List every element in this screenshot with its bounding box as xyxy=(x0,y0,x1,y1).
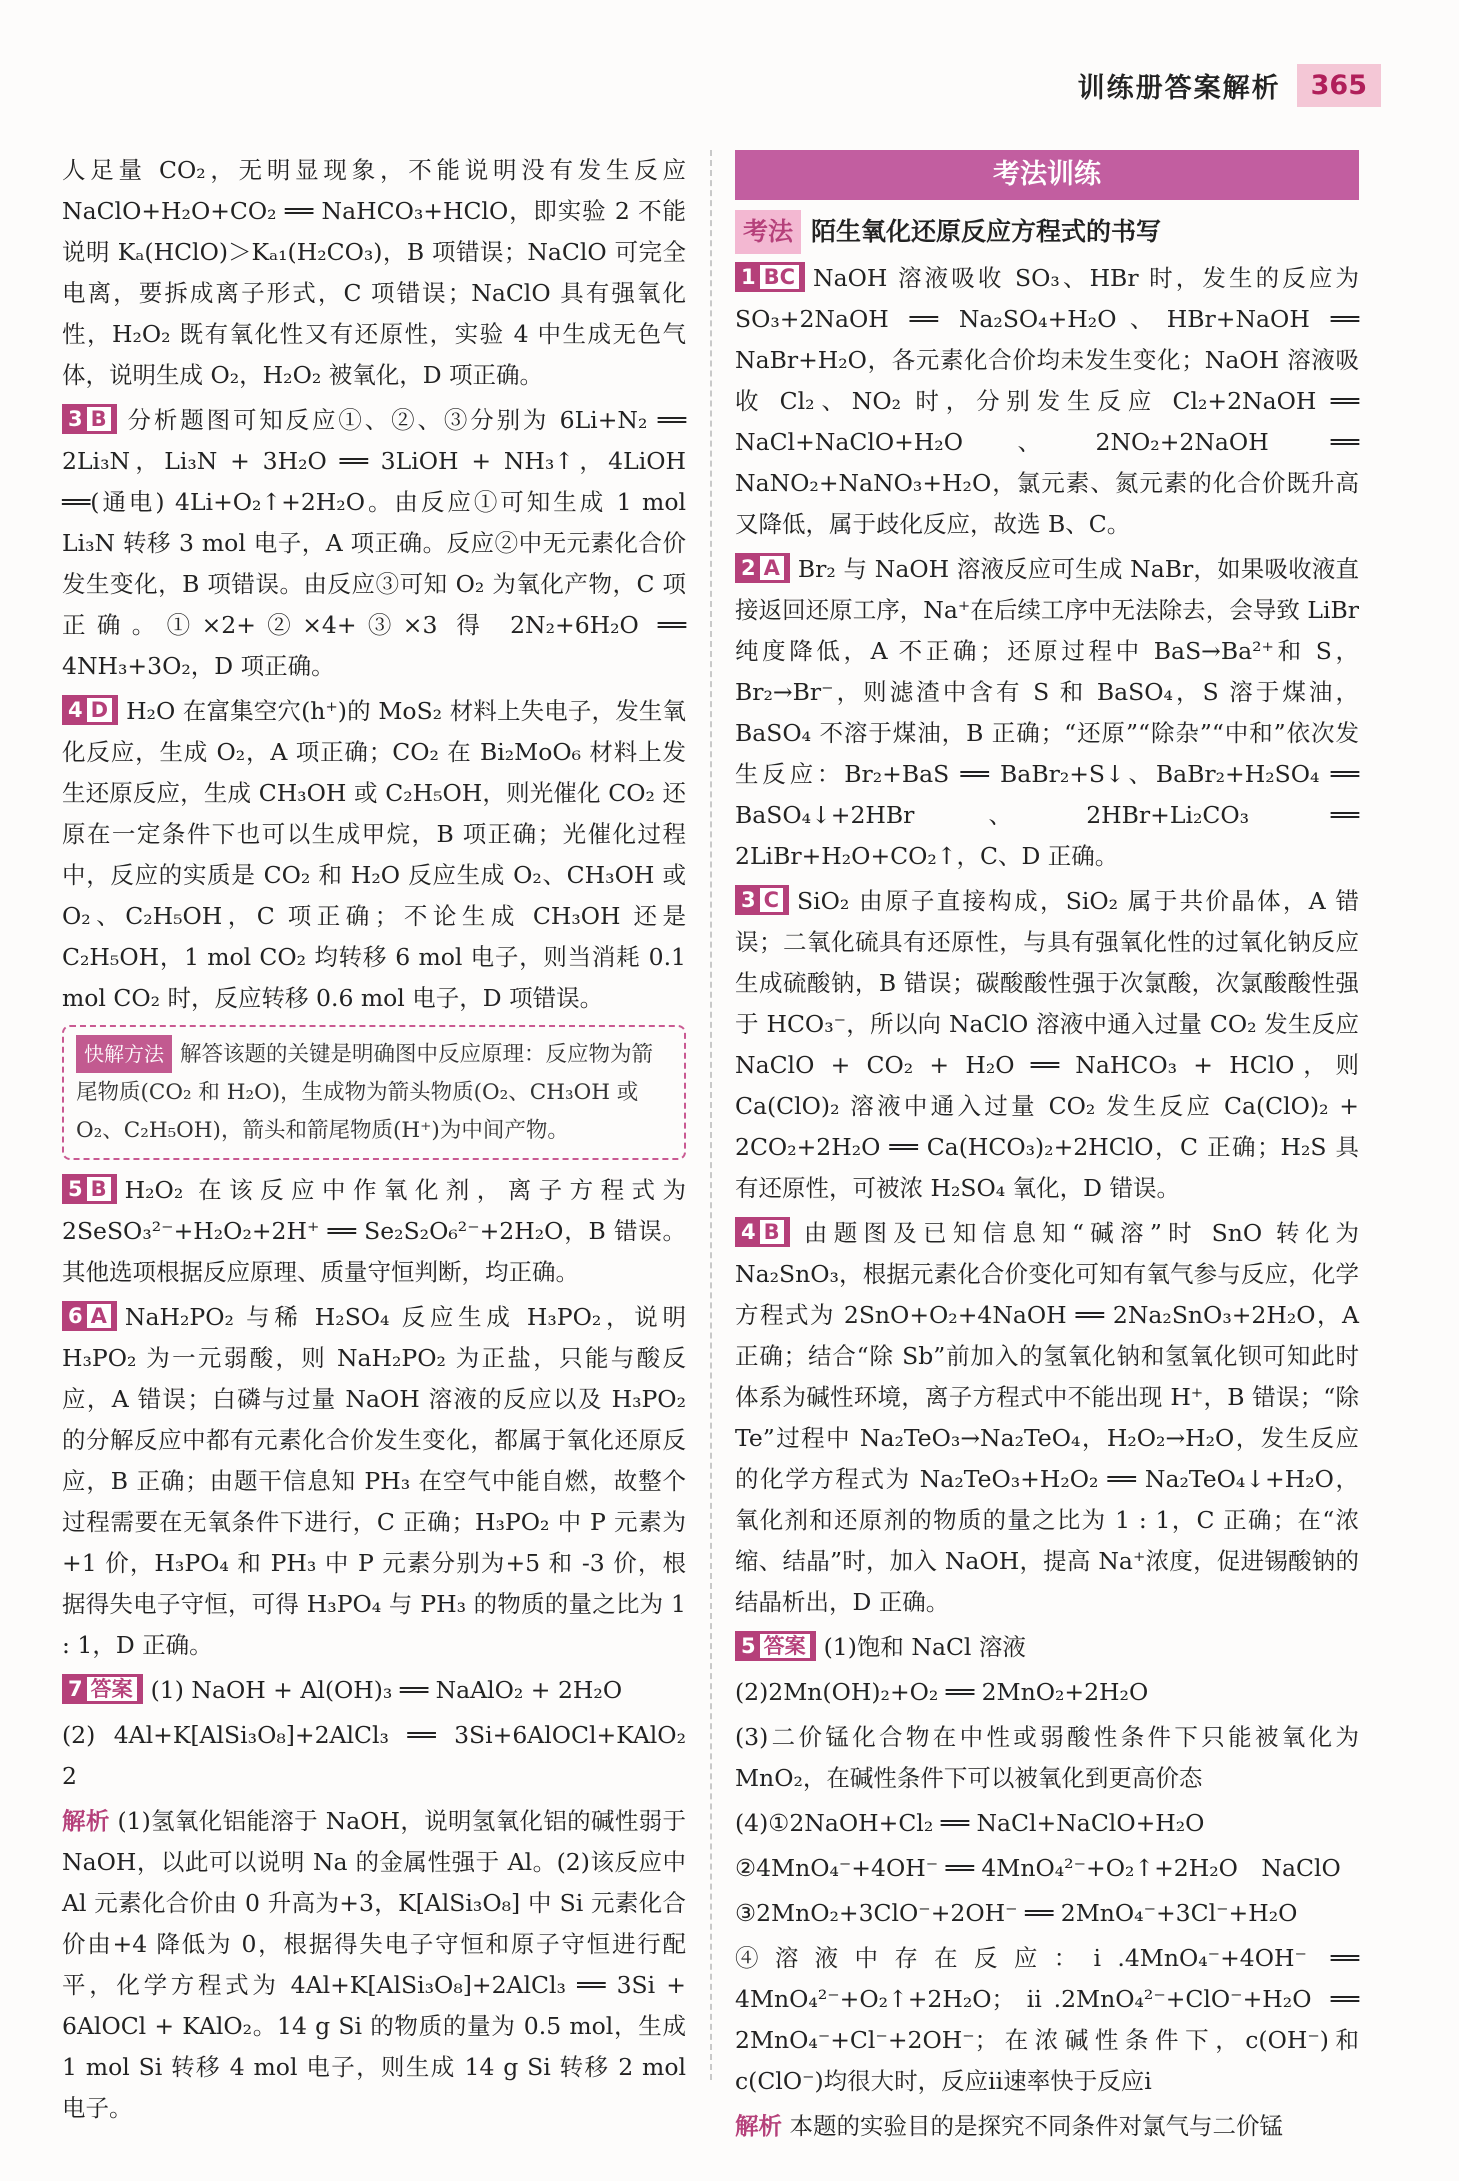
quick-method-text: 解答该题的关键是明确图中反应原理：反应物为箭尾物质(CO₂ 和 H₂O)，生成物为箭头物质(O₂、CH₃OH 或 O₂、C₂H₅OH)，箭头和箭尾物质(H⁺)为中间产物。 xyxy=(76,1042,654,1143)
answer-line: (4)①2NaOH+Cl₂ ══ NaCl+NaClO+H₂O xyxy=(735,1809,1205,1837)
column-divider xyxy=(710,150,712,2080)
section-banner: 考法训练 xyxy=(735,150,1359,200)
section-title: 陌生氧化还原反应方程式的书写 xyxy=(811,217,1162,246)
answer-badge: 4 B xyxy=(735,1217,790,1247)
answer-badge: 6 A xyxy=(62,1301,117,1331)
section-heading xyxy=(735,210,1359,254)
answer-item-2: 2 A Br₂ 与 NaOH 溶液反应可生成 NaBr，如果吸收液直接返回还原工序，Na⁺在后续工序中无法除去，会导致 LiBr 纯度降低，A 不正确；还原过程中 BaS→Ba²⁺和 S，Br₂→Br⁻，则滤渣中含有 S 和 BaSO₄，S 溶于煤油，BaSO₄ 不溶于煤油，B 正确；“还原”“除杂”“中和”依次发生反应：Br₂+BaS ══ BaBr₂+S↓、BaBr₂+H₂SO₄ ══ BaSO₄↓+2HBr、2HBr+Li₂CO₃ ══ 2LiBr+H₂O+CO₂↑，C、D 正确。 xyxy=(735,555,1359,870)
section-tag: 考法 xyxy=(735,210,801,254)
answer-item-5: 5 答案 (1)饱和 NaCl 溶液 xyxy=(735,1627,1359,1668)
answer-item-4: 4 D H₂O 在富集空穴(h⁺)的 MoS₂ 材料上失电子，发生氧化反应，生成 O₂，A 项正确；CO₂ 在 Bi₂MoO₆ 材料上发生还原反应，生成 CH₃OH 或 C₂H₅OH，则光催化 CO₂ 还原在一定条件下也可以生成甲烷，B 项正确；光催化过程中，反应的实质是 CO₂ 和 H₂O 反应生成 O₂、CH₃OH 或 O₂、C₂H₅OH，C 项正确；不论生成 CH₃OH 还是 C₂H₅OH，1 mol CO₂ 均转移 6 mol 电子，则当消耗 0.1 mol CO₂ 时，反应转移 0.6 mol 电子，D 项错误。 xyxy=(62,697,686,1012)
analysis-7: 解析 (1)氢氧化铝能溶于 NaOH，说明氢氧化铝的碱性弱于 NaOH，以此可以说明 Na 的金属性强于 Al。(2)该反应中 Al 元素化合价由 0 升高为+3，K[AlSi₃O₈] 中 Si 元素化合价由+4 降低为 0，根据得失电子守恒和原子守恒进行配平，化学方程式为 4Al+K[AlSi₃O₈]+2AlCl₃ ══ 3Si + 6AlOCl + KAlO₂。14 g Si 的物质的量为 0.5 mol，生成 1 mol Si 转移 4 mol 电子，则生成 14 g Si 转移 2 mol 电子。 xyxy=(62,1807,687,2122)
quick-method-box xyxy=(62,1025,686,1160)
answer-item-3: 3 B 分析题图可知反应①、②、③分别为 6Li+N₂ ══ 2Li₃N，Li₃N + 3H₂O ══ 3LiOH + NH₃↑，4LiOH ══(通电) 4Li+O₂↑+2H₂O。由反应①可知生成 1 mol Li₃N 转移 3 mol 电子，A 项正确。反应②中无元素化合价发生变化，B 项错误。由反应③可知 O₂ 为氧化产物，C 项正确。①×2+②×4+③×3 得 2N₂+6H₂O ══ 4NH₃+3O₂，D 项正确。 xyxy=(62,406,686,680)
answer-badge: 3 B xyxy=(62,404,117,434)
answer-item-5: 5 B H₂O₂ 在该反应中作氧化剂，离子方程式为 2SeSO₃²⁻+H₂O₂+2H⁺ ══ Se₂S₂O₆²⁻+2H₂O，B 错误。其他选项根据反应原理、质量守恒判断，均正确。 xyxy=(62,1176,686,1286)
quick-method-tag: 快解方法 xyxy=(76,1035,172,1073)
analysis-5: 解析 本题的实验目的是探究不同条件对氯气与二价锰 xyxy=(735,2112,1283,2140)
answer-line: ②4MnO₄⁻+4OH⁻ ══ 4MnO₄²⁻+O₂↑+2H₂O NaClO xyxy=(735,1854,1341,1882)
answer-line: ③2MnO₂+3ClO⁻+2OH⁻ ══ 2MnO₄⁻+3Cl⁻+H₂O xyxy=(735,1899,1298,1927)
header-title: 训练册答案解析 xyxy=(1077,72,1281,104)
page-number: 365 xyxy=(1297,64,1381,107)
answer-badge: 7 答案 xyxy=(62,1674,143,1704)
answer-badge: 2 A xyxy=(735,553,790,583)
answer-badge: 5 答案 xyxy=(735,1631,816,1661)
answer-badge: 4 D xyxy=(62,695,118,725)
answer-item-7-part2: (2) 4Al+K[AlSi₃O₈]+2AlCl₃ ══ 3Si+6AlOCl+KAlO₂ 2 xyxy=(62,1721,710,1790)
answer-item-7: 7 答案 (1) NaOH + Al(OH)₃ ══ NaAlO₂ + 2H₂O xyxy=(62,1670,686,1711)
answer-item-3: 3 C SiO₂ 由原子直接构成，SiO₂ 属于共价晶体，A 错误；二氧化硫具有还原性，与具有强氧化性的过氧化钠反应生成硫酸钠，B 错误；碳酸酸性强于次氯酸，次氯酸酸性强于 HCO₃⁻，所以向 NaClO 溶液中通入过量 CO₂ 发生反应 NaClO + CO₂ + H₂O ══ NaHCO₃ + HClO，则 Ca(ClO)₂ 溶液中通入过量 CO₂ 发生反应 Ca(ClO)₂ + 2CO₂+2H₂O ══ Ca(HCO₃)₂+2HClO，C 正确；H₂S 具有还原性，可被浓 H₂SO₄ 氧化，D 错误。 xyxy=(735,887,1359,1202)
answer-item-4: 4 B 由题图及已知信息知“碱溶”时 SnO 转化为 Na₂SnO₃，根据元素化合价变化可知有氧气参与反应，化学方程式为 2SnO+O₂+4NaOH ══ 2Na₂SnO₃+2H₂O，A 正确；结合“除 Sb”前加入的氢氧化钠和氢氧化钡可知此时体系为碱性环境，离子方程式中不能出现 H⁺，B 错误；“除 Te”过程中 Na₂TeO₃→Na₂TeO₄，H₂O₂→H₂O，发生反应的化学方程式为 Na₂TeO₃+H₂O₂ ══ Na₂TeO₄↓+H₂O，氧化剂和还原剂的物质的量之比为 1 : 1，C 正确；在“浓缩、结晶”时，加入 NaOH，提高 Na⁺浓度，促进锡酸钠的结晶析出，D 正确。 xyxy=(735,1219,1359,1616)
answer-item-6: 6 A NaH₂PO₂ 与稀 H₂SO₄ 反应生成 H₃PO₂，说明 H₃PO₂ 为一元弱酸，则 NaH₂PO₂ 为正盐，只能与酸反应，A 错误；白磷与过量 NaOH 溶液的反应以及 H₃PO₂ 的分解反应中都有元素化合价发生变化，都属于氧化还原反应，B 正确；由题干信息知 PH₃ 在空气中能自燃，故整个过程需要在无氧条件下进行，C 正确；H₃PO₂ 中 P 元素为+1 价，H₃PO₄ 和 PH₃ 中 P 元素分别为+5 和 -3 价，根据得失电子守恒，可得 H₃PO₄ 与 PH₃ 的物质的量之比为 1 : 1，D 正确。 xyxy=(62,1303,686,1659)
paragraph-continued: 人足量 CO₂，无明显现象，不能说明没有发生反应 NaClO+H₂O+CO₂ ══ NaHCO₃+HClO，即实验 2 不能说明 Kₐ(HClO)＞Kₐ₁(H₂CO₃)，B 项错误；NaClO 可完全电离，要拆成离子形式，C 项错误；NaClO 具有强氧化性，H₂O₂ 既有氧化性又有还原性，实验 4 中生成无色气体，说明生成 O₂，H₂O₂ 被氧化，D 项正确。 xyxy=(62,156,686,389)
answer-badge: 5 B xyxy=(62,1174,117,1204)
analysis-label: 解析 xyxy=(735,2112,782,2140)
left-column xyxy=(62,150,710,2133)
answer-line: (2)2Mn(OH)₂+O₂ ══ 2MnO₂+2H₂O xyxy=(735,1678,1149,1706)
answer-item-1: 1 BC NaOH 溶液吸收 SO₃、HBr 时，发生的反应为 SO₃+2NaOH ══ Na₂SO₄+H₂O、HBr+NaOH ══ NaBr+H₂O，各元素化合价均未发生变化；NaOH 溶液吸收 Cl₂、NO₂ 时，分别发生反应 Cl₂+2NaOH ══ NaCl+NaClO+H₂O、2NO₂+2NaOH ══ NaNO₂+NaNO₃+H₂O，氯元素、氮元素的化合价既升高又降低，属于歧化反应，故选 B、C。 xyxy=(735,264,1359,538)
answer-badge: 3 C xyxy=(735,885,789,915)
page-header xyxy=(1078,62,1381,108)
analysis-label: 解析 xyxy=(62,1807,110,1835)
answer-line: (3)二价锰化合物在中性或弱酸性条件下只能被氧化为 MnO₂，在碱性条件下可以被氧化到更高价态 xyxy=(735,1723,1359,1792)
answer-badge: 1 BC xyxy=(735,262,805,292)
right-column xyxy=(735,150,1359,2151)
answer-line: ④溶液中存在反应：ⅰ.4MnO₄⁻+4OH⁻ ══ 4MnO₄²⁻+O₂↑+2H₂O；ⅱ.2MnO₄²⁻+ClO⁻+H₂O ══ 2MnO₄⁻+Cl⁻+2OH⁻；在浓碱性条件下，c(OH⁻)和 c(ClO⁻)均很大时，反应ⅱ速率快于反应ⅰ xyxy=(735,1944,1359,2095)
